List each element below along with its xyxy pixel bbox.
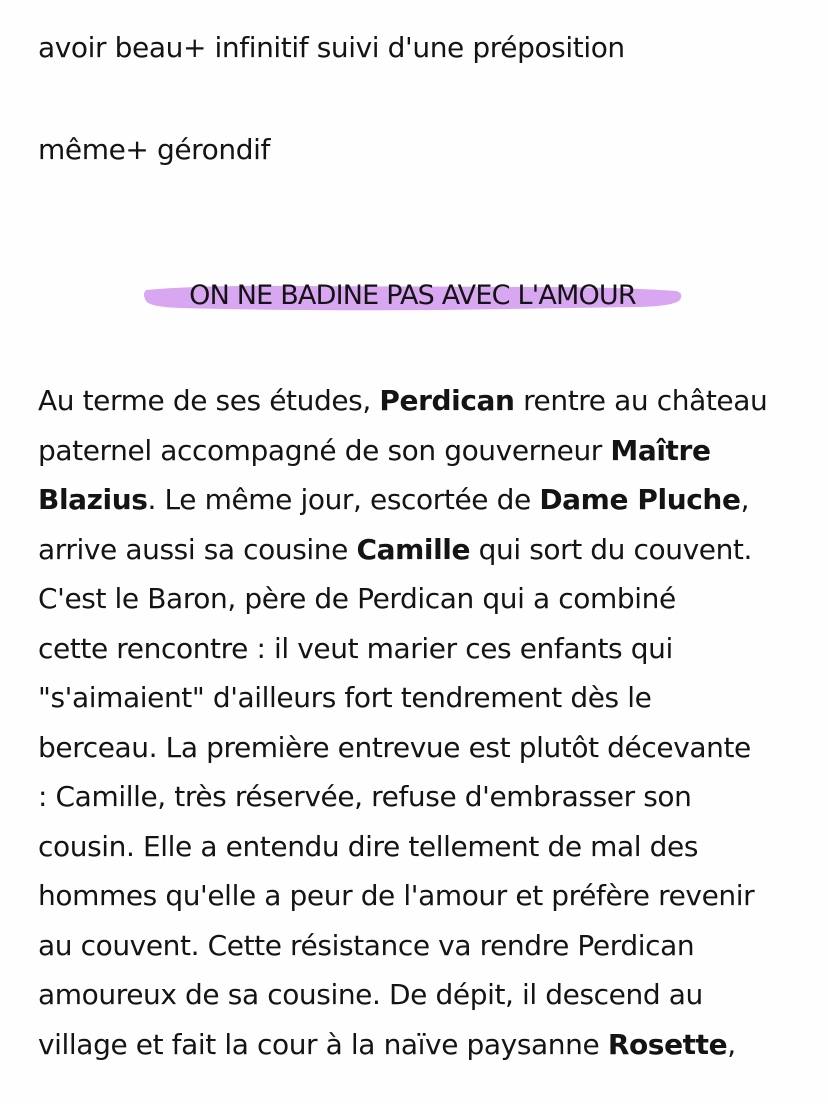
paragraph-line: C'est le Baron, père de Perdican qui a combiné: [38, 582, 676, 615]
paragraph-line: village et fait la cour à la naïve paysanne Rosette,: [38, 1027, 736, 1061]
name-camille: Camille: [356, 532, 471, 566]
paragraph-line: cette rencontre : il veut marier ces enfants qui: [38, 631, 673, 665]
section-title: [140, 276, 685, 316]
note-line-avoir-beau: avoir beau+ infinitif suivi d'une préposition: [38, 31, 625, 64]
name-perdican: Perdican: [379, 384, 515, 417]
name-rosette: Rosette: [607, 1027, 728, 1061]
note-line-meme-gerondif: même+ gérondif: [38, 133, 270, 166]
paragraph-line: Au terme de ses études, Perdican rentre au château: [38, 384, 768, 417]
paragraph-line: : Camille, très réservée, refuse d'embrasser son: [38, 780, 692, 813]
paragraph-line: cousin. Elle a entendu dire tellement de mal des: [38, 829, 699, 863]
paragraph-line: arrive aussi sa cousine Camille qui sort du couvent.: [38, 532, 753, 566]
paragraph-line: amoureux de sa cousine. De dépit, il descend au: [38, 978, 703, 1011]
name-dame-pluche: Dame Pluche: [539, 483, 741, 516]
paragraph-line: paternel accompagné de son gouverneur Maître: [38, 433, 711, 467]
section-title-text: ON NE BADINE PAS AVEC L'AMOUR: [189, 280, 636, 311]
name-maitre: Maître: [610, 433, 711, 467]
paragraph-line: Blazius. Le même jour, escortée de Dame Pluche,: [38, 483, 750, 516]
paragraph-line: hommes qu'elle a peur de l'amour et préfère revenir: [38, 879, 755, 912]
paragraph-line: berceau. La première entrevue est plutôt décevante: [38, 730, 751, 764]
name-blazius: Blazius: [38, 483, 148, 516]
summary-paragraph: [38, 376, 818, 1069]
paragraph-line: "s'aimaient" d'ailleurs fort tendrement dès le: [38, 681, 652, 714]
paragraph-line: au couvent. Cette résistance va rendre Perdican: [38, 928, 695, 962]
